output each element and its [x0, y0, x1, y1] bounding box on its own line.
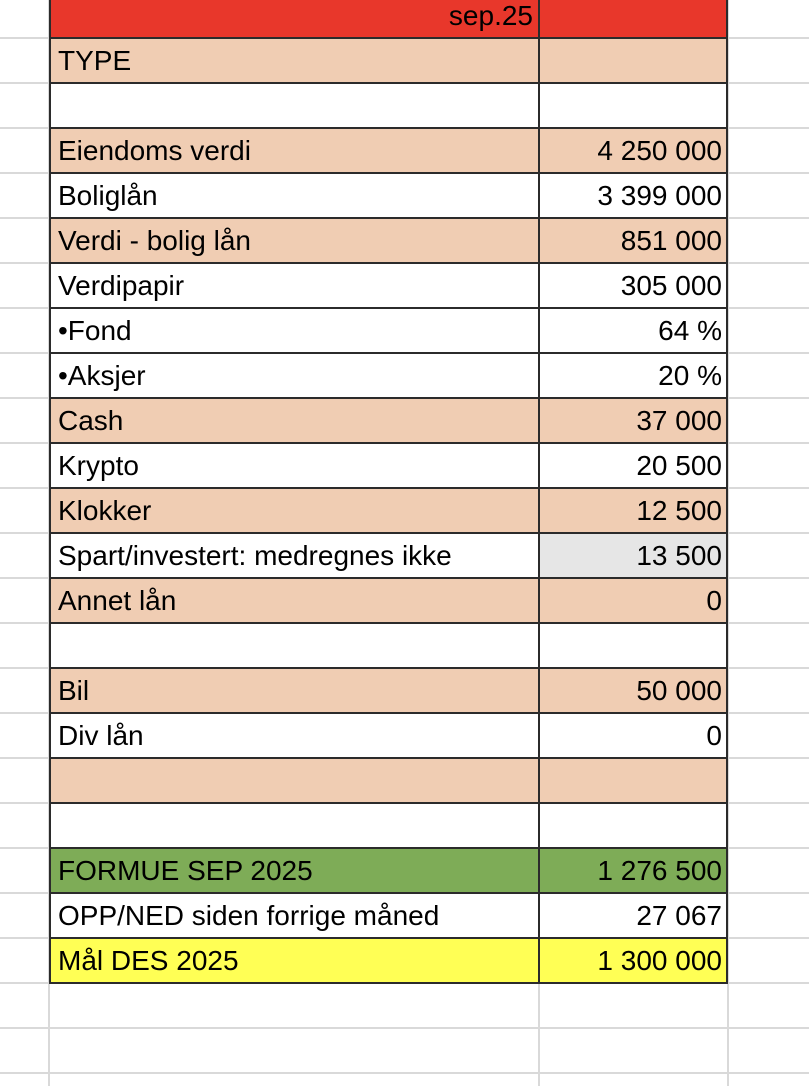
border-h: [49, 442, 728, 444]
border-h: [49, 712, 728, 714]
border-h: [49, 667, 728, 669]
border-h: [49, 82, 728, 84]
border-h: [49, 262, 728, 264]
value-cell[interactable]: 20 500: [540, 443, 728, 488]
border-h: [49, 892, 728, 894]
table-row: [49, 128, 728, 173]
grid-row-line: [0, 1027, 809, 1029]
total-row: [49, 848, 728, 893]
value-cell[interactable]: 3 399 000: [540, 173, 728, 218]
border-h: [49, 397, 728, 399]
label-cell[interactable]: FORMUE SEP 2025: [49, 848, 540, 893]
table-row: [49, 623, 728, 668]
border-right: [726, 0, 728, 983]
label-cell[interactable]: Cash: [49, 398, 540, 443]
label-cell[interactable]: Mål DES 2025: [49, 938, 540, 983]
value-cell[interactable]: 64 %: [540, 308, 728, 353]
label-cell[interactable]: Eiendoms verdi: [49, 128, 540, 173]
label-cell[interactable]: [49, 803, 540, 848]
border-h: [49, 622, 728, 624]
table-row: [49, 668, 728, 713]
label-cell[interactable]: [49, 758, 540, 803]
border-bottom: [49, 982, 728, 984]
border-h: [49, 37, 728, 39]
value-cell[interactable]: [540, 83, 728, 128]
value-cell[interactable]: 0: [540, 713, 728, 758]
value-cell[interactable]: 1 300 000: [540, 938, 728, 983]
border-left: [49, 0, 51, 983]
header-value-cell[interactable]: [540, 0, 728, 38]
border-h: [49, 757, 728, 759]
value-cell[interactable]: [540, 38, 728, 83]
table-row: [49, 803, 728, 848]
table-row: [49, 38, 728, 83]
table-row: [49, 398, 728, 443]
label-cell[interactable]: Bil: [49, 668, 540, 713]
value-cell[interactable]: 50 000: [540, 668, 728, 713]
table-row: [49, 578, 728, 623]
value-cell[interactable]: 305 000: [540, 263, 728, 308]
table-row: [49, 83, 728, 128]
value-cell[interactable]: 13 500: [540, 533, 728, 578]
table-row: [49, 443, 728, 488]
border-h: [49, 532, 728, 534]
border-mid: [538, 0, 540, 983]
label-cell[interactable]: Krypto: [49, 443, 540, 488]
value-cell[interactable]: [540, 758, 728, 803]
table-row: [49, 263, 728, 308]
goal-row: [49, 938, 728, 983]
value-cell[interactable]: 27 067: [540, 893, 728, 938]
label-cell[interactable]: Klokker: [49, 488, 540, 533]
value-cell[interactable]: [540, 623, 728, 668]
label-cell[interactable]: TYPE: [49, 38, 540, 83]
label-cell[interactable]: OPP/NED siden forrige måned: [49, 893, 540, 938]
label-cell[interactable]: Annet lån: [49, 578, 540, 623]
border-h: [49, 307, 728, 309]
value-cell[interactable]: [540, 803, 728, 848]
value-cell[interactable]: 20 %: [540, 353, 728, 398]
label-cell[interactable]: Verdi - bolig lån: [49, 218, 540, 263]
border-h: [49, 352, 728, 354]
border-h: [49, 802, 728, 804]
value-cell[interactable]: 851 000: [540, 218, 728, 263]
table-row: [49, 893, 728, 938]
table-row: [49, 173, 728, 218]
label-cell[interactable]: Div lån: [49, 713, 540, 758]
table-row: [49, 308, 728, 353]
table-row: [49, 713, 728, 758]
border-h: [49, 127, 728, 129]
value-cell[interactable]: 0: [540, 578, 728, 623]
label-cell[interactable]: Spart/investert: medregnes ikke: [49, 533, 540, 578]
border-h: [49, 937, 728, 939]
value-cell[interactable]: 4 250 000: [540, 128, 728, 173]
value-cell[interactable]: 37 000: [540, 398, 728, 443]
label-cell[interactable]: Verdipapir: [49, 263, 540, 308]
value-cell[interactable]: 1 276 500: [540, 848, 728, 893]
table-row: [49, 218, 728, 263]
table-row: [49, 758, 728, 803]
header-period-cell[interactable]: sep.25: [49, 0, 540, 38]
border-h: [49, 217, 728, 219]
label-cell[interactable]: •Aksjer: [49, 353, 540, 398]
label-cell[interactable]: [49, 623, 540, 668]
label-cell[interactable]: [49, 83, 540, 128]
grid-row-line: [0, 1072, 809, 1074]
border-h: [49, 487, 728, 489]
border-h: [49, 847, 728, 849]
border-h: [49, 577, 728, 579]
table-row: [49, 488, 728, 533]
header-row: [49, 0, 728, 38]
border-h: [49, 172, 728, 174]
table-row: [49, 533, 728, 578]
table-row: [49, 353, 728, 398]
value-cell[interactable]: 12 500: [540, 488, 728, 533]
label-cell[interactable]: Boliglån: [49, 173, 540, 218]
label-cell[interactable]: •Fond: [49, 308, 540, 353]
